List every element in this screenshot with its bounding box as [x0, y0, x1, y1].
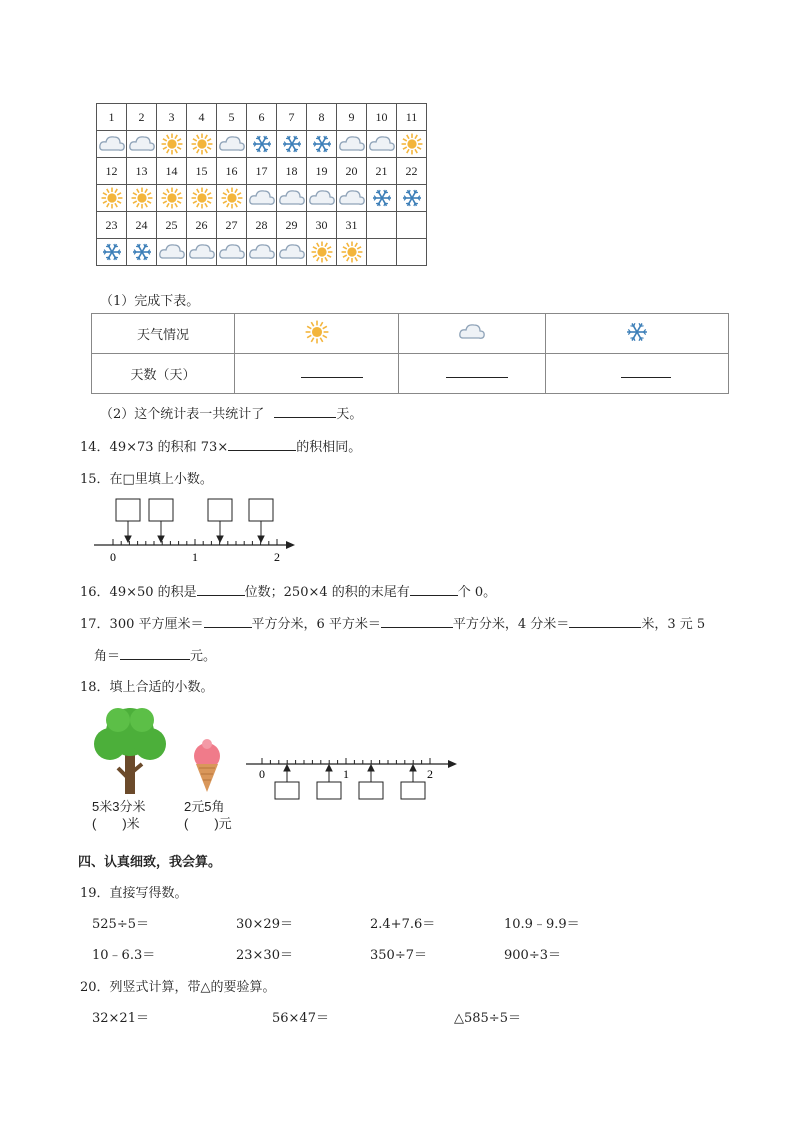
calendar-date: 15 — [187, 158, 217, 185]
q18-box-4[interactable] — [401, 782, 425, 799]
q19-item-7: 350÷7＝ — [370, 948, 427, 963]
sun-icon — [161, 187, 183, 209]
calendar-weather-cell — [157, 131, 187, 158]
calendar-date: 14 — [157, 158, 187, 185]
calendar-weather-cell — [277, 131, 307, 158]
cloud-icon — [218, 134, 246, 154]
calendar-date: 5 — [217, 104, 247, 131]
tree-icon — [90, 704, 170, 796]
snowflake-icon — [402, 188, 422, 208]
cloud-icon — [128, 134, 156, 154]
q15-tick-2: 2 — [274, 550, 280, 564]
q17-d: 米，3 元 5 — [641, 617, 706, 632]
q15-tick-1: 1 — [192, 550, 198, 564]
q17-b: 平方分米，6 平方米＝ — [251, 617, 381, 632]
sun-icon — [191, 133, 213, 155]
cloud-icon — [218, 242, 246, 262]
calendar-date-row — [97, 158, 427, 185]
q14-text-a: 14．49×73 的积和 73× — [80, 440, 229, 455]
calendar-date: 2 — [127, 104, 157, 131]
calendar-weather-cell — [337, 185, 367, 212]
calendar-date — [367, 212, 397, 239]
snowflake-icon — [282, 134, 302, 154]
q14-blank[interactable] — [228, 438, 296, 451]
q16 — [80, 581, 496, 600]
calendar-weather-cell — [217, 131, 247, 158]
cloud-icon — [368, 134, 396, 154]
calendar-weather-cell — [187, 185, 217, 212]
q16-text-c: 个 0。 — [457, 585, 497, 600]
tree-label-1: 5米3分米 — [92, 799, 146, 814]
calendar-date: 12 — [97, 158, 127, 185]
sun-icon — [311, 241, 333, 263]
calendar-weather-cell — [337, 239, 367, 266]
q17-f: 元。 — [190, 649, 217, 664]
ice-cream-label — [184, 798, 232, 832]
snowflake-icon — [546, 314, 729, 354]
calendar-weather-cell — [307, 239, 337, 266]
calendar-weather-cell — [97, 239, 127, 266]
calendar-weather-cell — [397, 239, 427, 266]
calendar-date: 4 — [187, 104, 217, 131]
calendar-weather-cell — [217, 185, 247, 212]
calendar-icon-row — [97, 185, 427, 212]
calendar-date: 19 — [307, 158, 337, 185]
calendar-date: 13 — [127, 158, 157, 185]
sun-icon — [161, 133, 183, 155]
calendar-date: 26 — [187, 212, 217, 239]
calendar-weather-cell — [97, 185, 127, 212]
calendar-date: 17 — [247, 158, 277, 185]
sun-icon — [131, 187, 153, 209]
q17-blank-1[interactable] — [204, 615, 252, 628]
q19-title: 19．直接写得数。 — [80, 886, 188, 901]
ice-cream-label-1: 2元5角 — [184, 799, 225, 814]
calendar-date: 10 — [367, 104, 397, 131]
calendar-weather-cell — [157, 185, 187, 212]
q18-box-1[interactable] — [275, 782, 299, 799]
weather-calendar — [96, 103, 427, 266]
calendar-weather-cell — [397, 131, 427, 158]
q17-blank-4[interactable] — [120, 647, 190, 660]
calendar-weather-cell — [97, 131, 127, 158]
q15-tick-0: 0 — [110, 550, 116, 564]
calendar-weather-cell — [247, 131, 277, 158]
q20-item-2: 56×47＝ — [272, 1011, 329, 1026]
calendar-date: 22 — [397, 158, 427, 185]
calendar-weather-cell — [157, 239, 187, 266]
calendar-date: 25 — [157, 212, 187, 239]
q17-line1 — [80, 613, 705, 632]
q16-text-b: 位数；250×4 的积的末尾有 — [244, 585, 410, 600]
calendar-date: 31 — [337, 212, 367, 239]
calendar-weather-cell — [277, 185, 307, 212]
q20-title: 20．列竖式计算，带△的要验算。 — [80, 980, 276, 995]
cloud-icon — [248, 188, 276, 208]
calendar-weather-cell — [367, 239, 397, 266]
sun-icon — [341, 241, 363, 263]
calendar-date: 18 — [277, 158, 307, 185]
q13-part2 — [100, 403, 362, 422]
calendar-weather-cell — [217, 239, 247, 266]
calendar-weather-cell — [247, 185, 277, 212]
q19-item-3: 2.4+7.6＝ — [370, 917, 436, 932]
q18-box-2[interactable] — [317, 782, 341, 799]
q14-text-b: 的积相同。 — [296, 440, 362, 455]
calendar-weather-cell — [307, 185, 337, 212]
cloud-days-blank[interactable] — [399, 354, 546, 394]
q16-blank-1[interactable] — [197, 583, 245, 596]
calendar-date: 6 — [247, 104, 277, 131]
q17-c: 平方分米，4 分米＝ — [452, 617, 570, 632]
calendar-date: 11 — [397, 104, 427, 131]
q20-item-3: △585÷5＝ — [454, 1011, 521, 1026]
sun-icon — [101, 187, 123, 209]
q18-title: 18．填上合适的小数。 — [80, 680, 214, 695]
q17-blank-2[interactable] — [381, 615, 453, 628]
calendar-weather-cell — [187, 239, 217, 266]
calendar-icon-row — [97, 131, 427, 158]
calendar-date: 1 — [97, 104, 127, 131]
ice-cream-icon — [190, 738, 224, 794]
cloud-icon — [248, 242, 276, 262]
cloud-icon — [338, 134, 366, 154]
calendar-weather-cell — [367, 131, 397, 158]
calendar-date: 27 — [217, 212, 247, 239]
calendar-weather-cell — [247, 239, 277, 266]
snowflake-icon — [372, 188, 392, 208]
calendar-weather-cell — [337, 131, 367, 158]
cloud-icon — [98, 134, 126, 154]
snowflake-icon — [132, 242, 152, 262]
calendar-date-row — [97, 212, 427, 239]
q15-box-2[interactable] — [149, 499, 173, 521]
section-4-heading: 四、认真细致，我会算。 — [78, 855, 222, 870]
snowflake-icon — [252, 134, 272, 154]
q15-box-4[interactable] — [249, 499, 273, 521]
q15-title: 15．在□里填上小数。 — [80, 472, 213, 487]
q17-blank-3[interactable] — [569, 615, 641, 628]
q15-number-line — [90, 495, 300, 565]
calendar-date: 24 — [127, 212, 157, 239]
q19-item-5: 10﹣6.3＝ — [92, 948, 156, 963]
cloud-icon — [308, 188, 336, 208]
q19-item-8: 900÷3＝ — [504, 948, 561, 963]
calendar-weather-cell — [367, 185, 397, 212]
calendar-date: 29 — [277, 212, 307, 239]
tree-label — [92, 798, 145, 832]
q16-text-a: 16．49×50 的积是 — [80, 585, 197, 600]
q19-item-4: 10.9﹣9.9＝ — [504, 917, 580, 932]
weather-stat-table — [91, 313, 729, 394]
q15-box-3[interactable] — [208, 499, 232, 521]
calendar-weather-cell — [397, 185, 427, 212]
cloud-icon — [278, 188, 306, 208]
sun-icon — [221, 187, 243, 209]
q16-blank-2[interactable] — [410, 583, 458, 596]
calendar-weather-cell — [187, 131, 217, 158]
calendar-date: 21 — [367, 158, 397, 185]
q17-a: 17．300 平方厘米＝ — [80, 617, 204, 632]
q19-item-2: 30×29＝ — [236, 917, 293, 932]
q17-e: 角＝ — [94, 649, 121, 664]
sun-icon — [191, 187, 213, 209]
calendar-date: 30 — [307, 212, 337, 239]
q14 — [80, 436, 361, 455]
sun-icon — [235, 314, 399, 354]
q18-tick-1: 1 — [343, 767, 349, 781]
q18-box-3[interactable] — [359, 782, 383, 799]
tree-label-2: ( )米 — [92, 816, 140, 831]
calendar-date: 7 — [277, 104, 307, 131]
cloud-icon — [158, 242, 186, 262]
q19-item-1: 525÷5＝ — [92, 917, 149, 932]
q19-item-6: 23×30＝ — [236, 948, 293, 963]
cloud-icon — [188, 242, 216, 262]
snow-days-blank[interactable] — [546, 354, 729, 394]
calendar-icon-row — [97, 239, 427, 266]
q18-tick-2: 2 — [427, 767, 433, 781]
snowflake-icon — [102, 242, 122, 262]
calendar-date: 8 — [307, 104, 337, 131]
calendar-weather-cell — [127, 131, 157, 158]
sun-days-blank[interactable] — [235, 354, 399, 394]
q13-part1: （1）完成下表。 — [100, 294, 200, 309]
calendar-weather-cell — [277, 239, 307, 266]
q18-tick-0: 0 — [259, 767, 265, 781]
q13-part2-text: （2）这个统计表一共统计了 — [100, 407, 265, 422]
total-days-blank[interactable] — [274, 405, 336, 418]
calendar-weather-cell — [307, 131, 337, 158]
calendar-date: 16 — [217, 158, 247, 185]
calendar-weather-cell — [127, 239, 157, 266]
calendar-weather-cell — [127, 185, 157, 212]
calendar-date: 9 — [337, 104, 367, 131]
calendar-date: 20 — [337, 158, 367, 185]
days-label: 天数（天） — [92, 354, 235, 394]
calendar-date: 23 — [97, 212, 127, 239]
q17-line2 — [94, 645, 216, 664]
q18-number-line — [244, 740, 464, 806]
q20-item-1: 32×21＝ — [92, 1011, 149, 1026]
ice-cream-label-2: ( )元 — [184, 816, 232, 831]
calendar-date: 3 — [157, 104, 187, 131]
snowflake-icon — [312, 134, 332, 154]
q13-part2-unit: 天。 — [336, 407, 363, 422]
calendar-date: 28 — [247, 212, 277, 239]
q15-box-1[interactable] — [116, 499, 140, 521]
cloud-icon — [399, 314, 546, 354]
sun-icon — [401, 133, 423, 155]
calendar-date-row — [97, 104, 427, 131]
cloud-icon — [278, 242, 306, 262]
cloud-icon — [338, 188, 366, 208]
calendar-date — [397, 212, 427, 239]
weather-label: 天气情况 — [92, 314, 235, 354]
